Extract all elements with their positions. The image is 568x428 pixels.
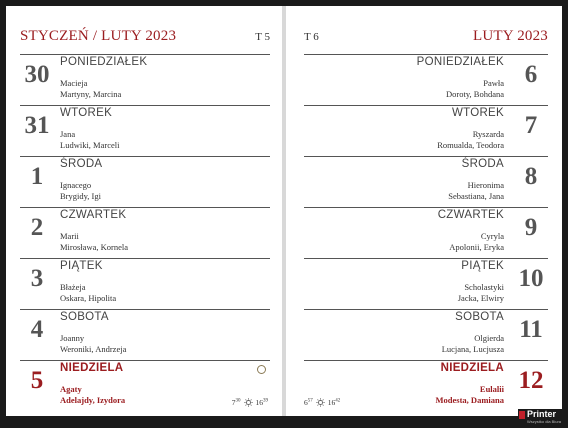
- page-title: LUTY 2023: [473, 28, 548, 44]
- name-day-secondary: Oskara, Hipolita: [60, 293, 117, 303]
- name-day-primary: Cyryla: [480, 231, 504, 241]
- day-number: 8: [524, 163, 538, 190]
- name-days: [60, 129, 119, 151]
- name-day-secondary: Weroniki, Andrzeja: [60, 344, 127, 354]
- left-page: [6, 6, 282, 416]
- right-page: [286, 6, 562, 416]
- name-days: [436, 384, 504, 406]
- name-day-primary: Eulalii: [479, 384, 504, 394]
- week-number: T 6: [304, 31, 319, 43]
- name-day-primary: Pawła: [483, 78, 504, 88]
- day-row: [20, 309, 270, 360]
- day-row: [304, 309, 548, 360]
- sunset-time: $16^{42}$: [327, 398, 341, 407]
- day-row: [304, 156, 548, 207]
- left-page-header: [20, 28, 270, 48]
- day-row: [20, 156, 270, 207]
- logo-mark: [519, 411, 525, 419]
- name-day-secondary: Sebastiana, Jana: [448, 191, 504, 201]
- name-days: [458, 282, 504, 304]
- name-day-secondary: Apolonii, Eryka: [449, 242, 504, 252]
- day-number: 4: [30, 316, 44, 343]
- day-row-sunday: [20, 360, 270, 413]
- name-day-primary: Olgierda: [474, 333, 504, 343]
- name-days: [446, 78, 504, 100]
- day-name: ŚRODA: [461, 158, 504, 170]
- day-name: SOBOTA: [60, 311, 109, 323]
- day-name: SOBOTA: [455, 311, 504, 323]
- day-name: NIEDZIELA: [60, 362, 124, 374]
- name-days: [60, 78, 121, 100]
- day-name: PONIEDZIAŁEK: [60, 56, 148, 68]
- day-name: PIĄTEK: [60, 260, 103, 272]
- day-row: [304, 207, 548, 258]
- logo-subtext: Wszystko dla Biura: [527, 419, 562, 424]
- name-day-secondary: Martyny, Marcina: [60, 89, 122, 99]
- day-number: 31: [24, 112, 50, 139]
- name-day-secondary: Brygidy, Igi: [60, 191, 102, 201]
- name-day-primary: Hieronima: [467, 180, 504, 190]
- name-day-primary: Ryszarda: [472, 129, 504, 139]
- day-number: 3: [30, 265, 44, 292]
- sun-times: [232, 398, 268, 407]
- day-number: 12: [518, 367, 544, 394]
- name-days: [442, 333, 504, 355]
- name-day-primary: Błażeja: [60, 282, 86, 292]
- day-row: [20, 105, 270, 156]
- name-day-primary: Marii: [60, 231, 79, 241]
- day-list: [304, 54, 548, 413]
- day-name: CZWARTEK: [437, 209, 504, 221]
- day-row: [304, 105, 548, 156]
- name-day-secondary: Adelajdy, Izydora: [60, 395, 126, 405]
- name-days: [60, 180, 101, 202]
- name-day-primary: Macieja: [60, 78, 88, 88]
- day-name: PIĄTEK: [461, 260, 504, 272]
- day-number: 1: [30, 163, 44, 190]
- name-days: [437, 129, 504, 151]
- name-days: [60, 282, 116, 304]
- day-name: WTOREK: [451, 107, 504, 119]
- day-row: [20, 54, 270, 105]
- day-number: 6: [524, 61, 538, 88]
- name-day-secondary: Romualda, Teodora: [437, 140, 504, 150]
- sun-icon: [316, 398, 325, 407]
- logo-text: Printer: [527, 409, 557, 419]
- name-days: [60, 384, 125, 406]
- day-name: ŚRODA: [60, 158, 103, 170]
- name-day-primary: Ignacego: [60, 180, 92, 190]
- name-day-secondary: Doroty, Bohdana: [446, 89, 504, 99]
- day-row: [20, 258, 270, 309]
- full-moon-icon: [257, 365, 266, 374]
- day-number: 7: [524, 112, 538, 139]
- day-row: [20, 207, 270, 258]
- name-day-secondary: Jacka, Elwiry: [457, 293, 504, 303]
- printer-logo: [518, 409, 564, 425]
- name-day-secondary: Mirosława, Kornela: [60, 242, 128, 252]
- name-day-secondary: Modesta, Damiana: [435, 395, 504, 405]
- day-number: 5: [30, 367, 44, 394]
- name-days: [60, 333, 126, 355]
- day-number: 9: [524, 214, 538, 241]
- day-name: WTOREK: [60, 107, 113, 119]
- day-row-sunday: [304, 360, 548, 413]
- name-day-secondary: Lucjana, Lucjusza: [441, 344, 504, 354]
- sunrise-time: $7^{30}$: [231, 398, 241, 407]
- sun-times: [304, 398, 340, 407]
- day-number: 30: [24, 61, 50, 88]
- day-number: 11: [519, 316, 543, 343]
- name-day-secondary: Ludwiki, Marceli: [60, 140, 120, 150]
- day-name: NIEDZIELA: [440, 362, 504, 374]
- name-days: [449, 231, 504, 253]
- name-days: [60, 231, 128, 253]
- sunrise-time: $6^{57}$: [304, 398, 313, 407]
- name-day-primary: Jana: [60, 129, 76, 139]
- page-title: STYCZEŃ / LUTY 2023: [20, 28, 177, 44]
- name-day-primary: Agaty: [60, 384, 82, 394]
- sunset-time: $16^{39}$: [255, 398, 268, 407]
- day-number: 10: [518, 265, 544, 292]
- name-days: [448, 180, 504, 202]
- day-list: [20, 54, 270, 413]
- day-name: PONIEDZIAŁEK: [416, 56, 504, 68]
- right-page-header: [304, 28, 548, 48]
- name-day-primary: Scholastyki: [464, 282, 504, 292]
- day-row: [304, 54, 548, 105]
- day-row: [304, 258, 548, 309]
- day-number: 2: [30, 214, 44, 241]
- week-number: T 5: [255, 31, 270, 43]
- name-day-primary: Joanny: [60, 333, 85, 343]
- day-name: CZWARTEK: [60, 209, 127, 221]
- sun-icon: [244, 398, 253, 407]
